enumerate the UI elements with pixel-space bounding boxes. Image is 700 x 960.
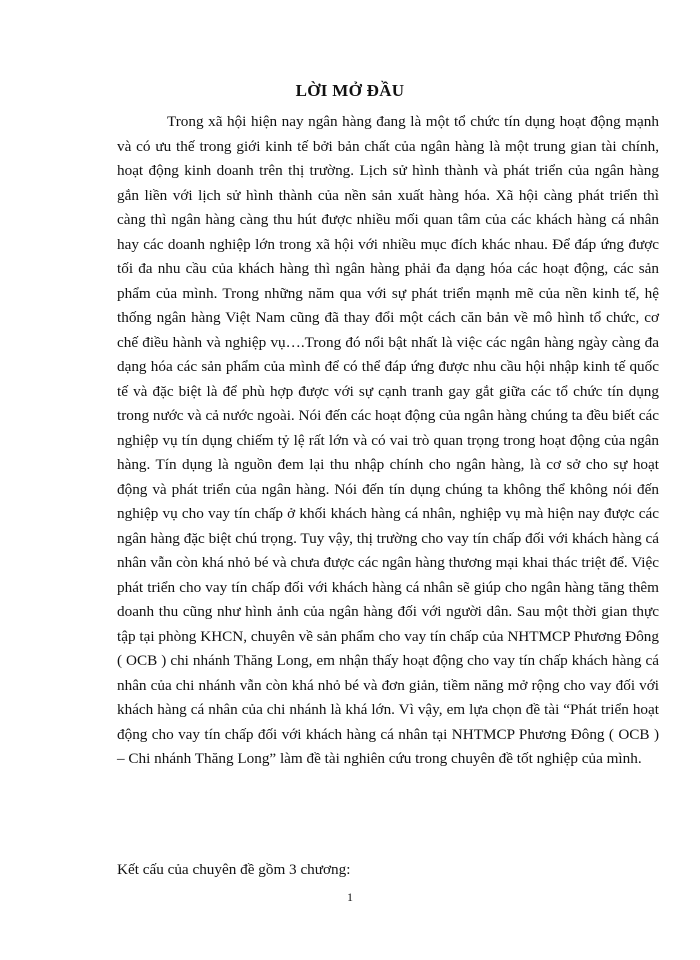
page-title: LỜI MỞ ĐẦU xyxy=(295,81,405,100)
intro-paragraph: Trong xã hội hiện nay ngân hàng đang là một tổ chức tín dụng hoạt động mạnh và có ưu thế trong giới kinh tế bởi bản chất của ngân hàng là một trung gian tài chính, hoạt động kinh doanh trên thị trường. Lịch sử hình thành và phát triển của ngân hàng gắn liền với lịch sử hình thành của nền sản xuất hàng hóa. Xã hội càng phát triển thì càng thì ngân hàng càng thu hút được nhiều mối quan tâm của các khách hàng cá nhân hay các doanh nghiệp lớn trong xã hội với nhiều mục đích khác nhau. Để đáp ứng được tối đa nhu cầu của khách hàng thì ngân hàng phải đa dạng hóa các hoạt động, các sản phẩm của mình. Trong những năm qua với sự phát triển mạnh mẽ của nền kinh tế, hệ thống ngân hàng Việt Nam cũng đã thay đổi một cách căn bản về mô hình tổ chức, cơ chế điều hành và nghiệp vụ….Trong đó nổi bật nhất là việc các ngân hàng ngày càng đa dạng hóa các sản phẩm của mình để có thể đáp ứng được nhu cầu hội nhập kinh tế quốc tế và đặc biệt là để phù hợp được với sự cạnh tranh gay gắt giữa các tổ chức tín dụng trong nước và cả nước ngoài. Nói đến các hoạt động của ngân hàng chúng ta đều biết các nghiệp vụ tín dụng chiếm tỷ lệ rất lớn và có vai trò quan trọng trong hoạt động của ngân hàng. Tín dụng là nguồn đem lại thu nhập chính cho ngân hàng, là cơ sở cho sự hoạt động và phát triển của ngân hàng. Nói đến tín dụng chúng ta không thể không nói đến nghiệp vụ cho vay tín chấp ở khối khách hàng cá nhân, nghiệp vụ mà hiện nay được các ngân hàng đặc biệt chú trọng. Tuy vậy, thị trường cho vay tín chấp đối với khách hàng cá nhân vẫn còn khá nhỏ bé và chưa được các ngân hàng thương mại khai thác triệt để. Việc phát triển cho vay tín chấp đối với khách hàng cá nhân sẽ giúp cho ngân hàng tăng thêm doanh thu cũng như hình ảnh của ngân hàng đối với người dân. Sau một thời gian thực tập tại phòng KHCN, chuyên về sản phẩm cho vay tín chấp của NHTMCP Phương Đông ( OCB ) chi nhánh Thăng Long, em nhận thấy hoạt động cho vay tín chấp khách hàng cá nhân của chi nhánh vẫn còn khá nhỏ bé và đơn giản, tiềm năng mở rộng cho vay đối với khách hàng cá nhân của chi nhánh là khá lớn. Vì vậy, em lựa chọn đề tài “Phát triển hoạt động cho vay tín chấp đối với khách hàng cá nhân tại NHTMCP Phương Đông ( OCB ) – Chi nhánh Thăng Long” làm đề tài nghiên cứu trong chuyên đề tốt nghiệp của mình. xyxy=(117,113,659,767)
page-number: 1 xyxy=(347,890,353,904)
structure-line: Kết cấu của chuyên đề gồm 3 chương: xyxy=(117,861,351,878)
body-text xyxy=(117,110,659,772)
